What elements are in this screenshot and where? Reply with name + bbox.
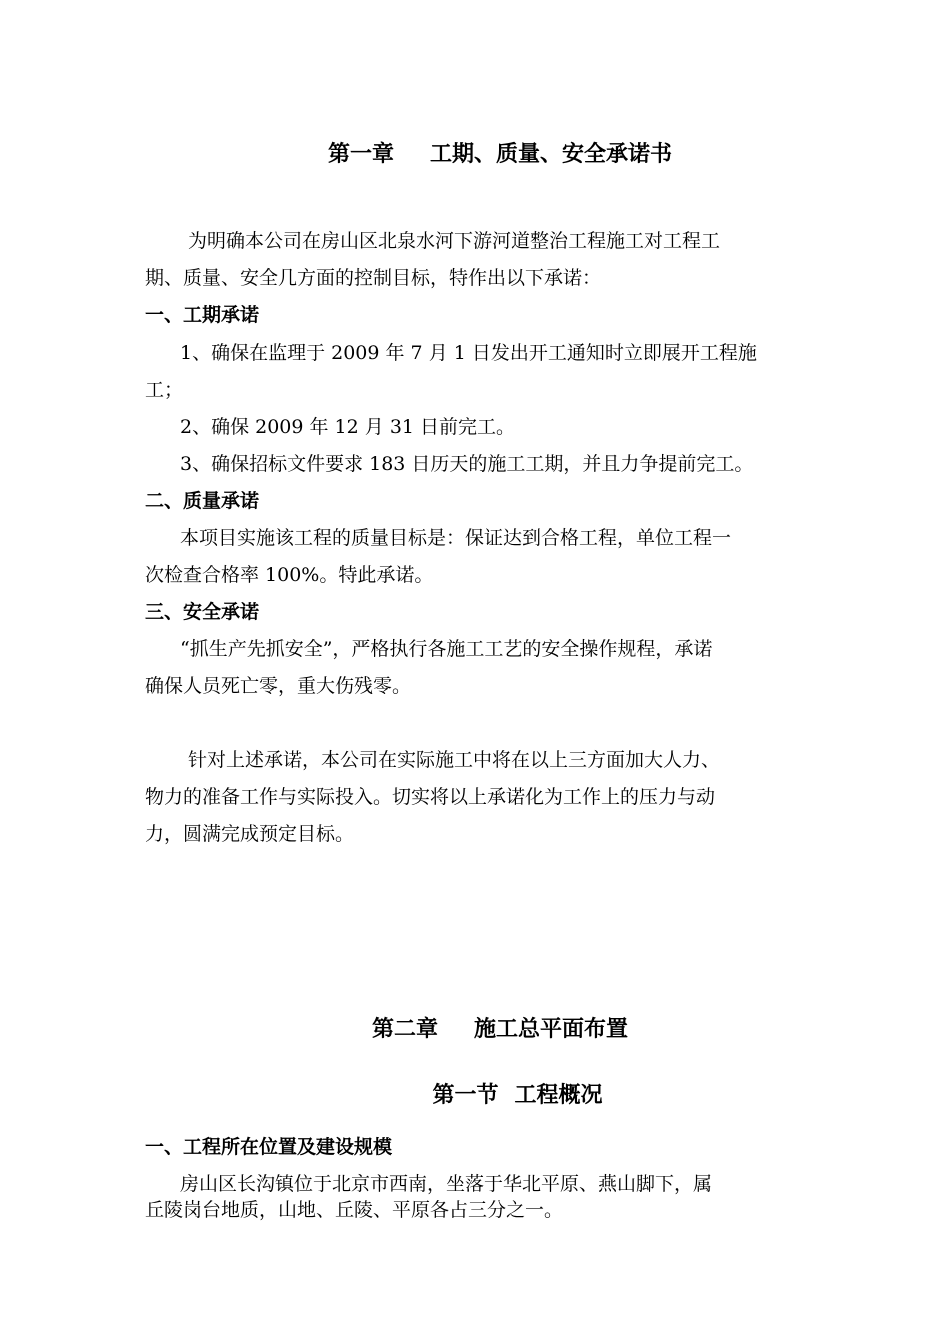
- chapter-2-label: 第二章: [371, 1016, 438, 1042]
- chapter-1-label: 第一章: [327, 141, 394, 167]
- schedule-line: 工；: [145, 379, 184, 401]
- chapter-1-title: [0, 139, 950, 169]
- intro-line: 期、质量、安全几方面的控制目标，特作出以下承诺：: [145, 267, 602, 289]
- chapter-2-title-text: 施工总平面布置: [474, 1016, 629, 1042]
- subheading-location: 一、工程所在位置及建设规模: [145, 1136, 393, 1158]
- schedule-line: 3、确保招标文件要求 183 日历天的施工工期，并且力争提前完工。: [180, 453, 754, 475]
- section-1-title: [0, 1080, 950, 1110]
- chapter-1-title-text: 工期、质量、安全承诺书: [430, 141, 673, 167]
- schedule-line: 2、确保 2009 年 12 月 31 日前完工。: [180, 416, 516, 438]
- section-heading-schedule: 一、工期承诺: [145, 304, 260, 326]
- closing-line: 针对上述承诺，本公司在实际施工中将在以上三方面加大人力、: [188, 749, 721, 771]
- closing-line: 物力的准备工作与实际投入。切实将以上承诺化为工作上的压力与动: [145, 786, 716, 808]
- chapter-2-title: [0, 1014, 950, 1044]
- intro-line: 为明确本公司在房山区北泉水河下游河道整治工程施工对工程工: [188, 230, 721, 252]
- section-1-label: 第一节: [432, 1082, 499, 1108]
- location-line: 房山区长沟镇位于北京市西南，坐落于华北平原、燕山脚下，属: [180, 1173, 713, 1195]
- safety-line: 确保人员死亡零，重大伤残零。: [145, 675, 412, 697]
- safety-line: “抓生产先抓安全”，严格执行各施工工艺的安全操作规程，承诺: [180, 638, 713, 660]
- quality-line: 本项目实施该工程的质量目标是：保证达到合格工程，单位工程一: [180, 527, 732, 549]
- location-line: 丘陵岗台地质，山地、丘陵、平原各占三分之一。: [145, 1199, 564, 1221]
- schedule-line: 1、确保在监理于 2009 年 7 月 1 日发出开工通知时立即展开工程施: [180, 342, 757, 364]
- quality-line: 次检查合格率 100%。特此承诺。: [145, 564, 434, 586]
- section-heading-quality: 二、质量承诺: [145, 490, 260, 512]
- closing-line: 力，圆满完成预定目标。: [145, 823, 355, 845]
- section-heading-safety: 三、安全承诺: [145, 601, 260, 623]
- section-1-title-text: 工程概况: [514, 1082, 603, 1108]
